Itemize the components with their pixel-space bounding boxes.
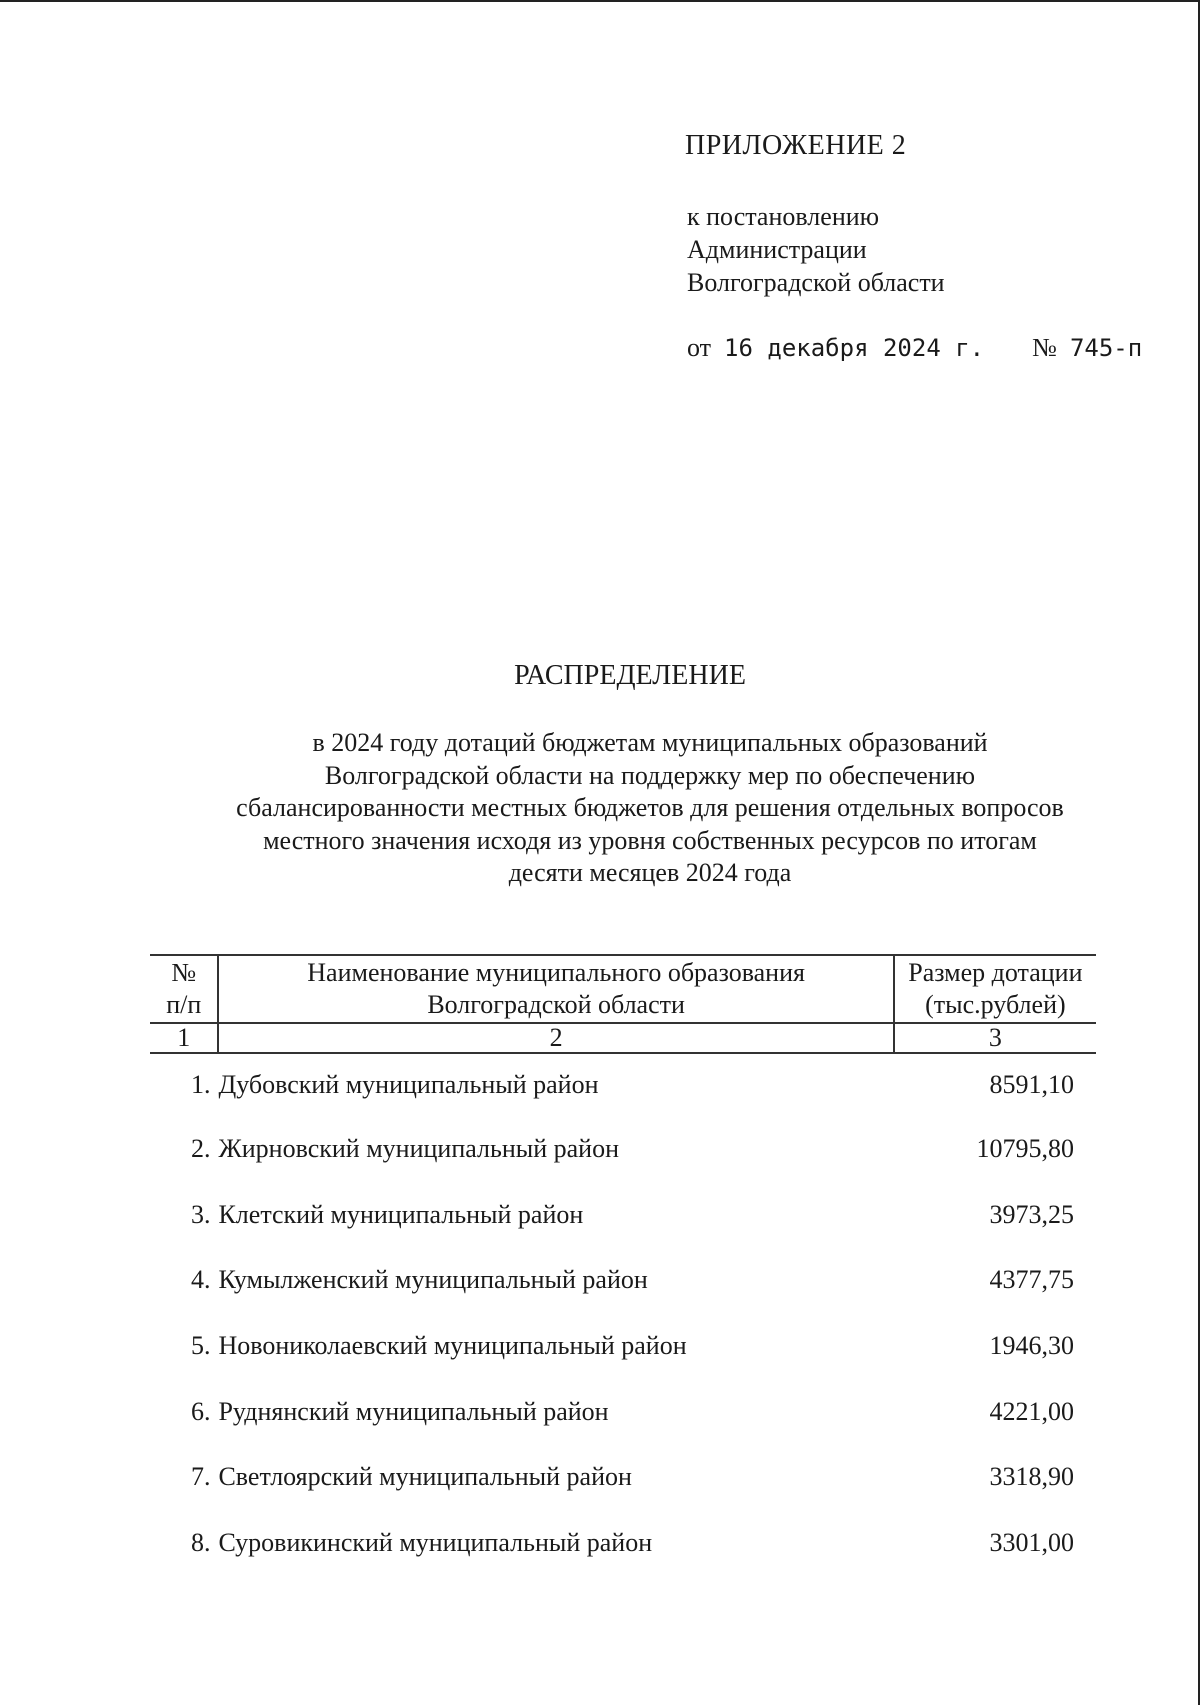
table-row (150, 1053, 1096, 1116)
row-value: 1946,30 (989, 1330, 1074, 1360)
header-number (150, 955, 218, 1023)
row-number: 5. (190, 1330, 211, 1360)
date-prefix: от (687, 333, 712, 362)
number-sign: № (1032, 333, 1057, 362)
row-name: Кумылженский муниципальный район (218, 1265, 648, 1295)
row-number: 2. (190, 1133, 211, 1163)
row-value: 3301,00 (989, 1527, 1074, 1557)
row-value: 3318,90 (989, 1462, 1074, 1492)
row-name: Руднянский муниципальный район (218, 1396, 609, 1426)
appendix-label: ПРИЛОЖЕНИЕ 2 (685, 130, 907, 161)
header-amount-line: (тыс.рублей) (925, 990, 1066, 1019)
header-name-line: Волгоградской области (427, 990, 685, 1019)
decree-reference-line: к постановлению (687, 202, 880, 231)
column-number: 3 (894, 1023, 1096, 1053)
row-number: 8. (190, 1527, 211, 1557)
row-value: 10795,80 (976, 1133, 1074, 1163)
table-header-row (150, 955, 1096, 1023)
column-number: 1 (150, 1023, 218, 1053)
page-top-edge (0, 0, 1200, 2)
row-number: 3. (190, 1199, 211, 1229)
allocation-table (150, 954, 1096, 1576)
document-title: РАСПРЕДЕЛЕНИЕ (514, 660, 746, 691)
row-name: Новониколаевский муниципальный район (218, 1330, 687, 1360)
table-row (150, 1247, 1096, 1313)
row-name: Светлоярский муниципальный район (218, 1462, 632, 1492)
decree-reference-line: Волгоградской области (687, 268, 945, 297)
row-name: Клетский муниципальный район (218, 1199, 584, 1229)
row-number: 4. (190, 1265, 211, 1295)
row-name: Жирновский муниципальный район (218, 1133, 620, 1163)
table-row (150, 1313, 1096, 1379)
document-subtitle (150, 727, 1150, 890)
table-row (150, 1116, 1096, 1182)
decree-reference (687, 200, 945, 299)
row-number: 6. (190, 1396, 211, 1426)
subtitle-line: Волгоградской области на поддержку мер по обеспечению (324, 760, 976, 790)
header-name-line: Наименование муниципального образования (307, 958, 805, 987)
table-row (150, 1379, 1096, 1445)
subtitle-line: в 2024 году дотаций бюджетам муниципальных образований (312, 728, 988, 757)
decree-date-line (687, 333, 1142, 363)
decree-date: 16 декабря 2024 г. (724, 334, 985, 362)
row-name: Суровикинский муниципальный район (218, 1527, 653, 1557)
subtitle-line: местного значения исходя из уровня собственных ресурсов по итогам (263, 825, 1037, 855)
decree-reference-line: Администрации (687, 235, 867, 264)
row-value: 4221,00 (989, 1396, 1074, 1426)
header-name (218, 955, 893, 1023)
header-number-line: № (171, 958, 197, 987)
row-name: Дубовский муниципальный район (218, 1070, 599, 1099)
decree-number: 745-п (1069, 334, 1143, 362)
column-number: 2 (218, 1023, 893, 1053)
subtitle-line: десяти месяцев 2024 года (508, 858, 792, 887)
column-number-row (150, 1023, 1096, 1053)
header-amount-line: Размер дотации (908, 958, 1083, 987)
row-number: 1. (190, 1070, 211, 1099)
row-value: 4377,75 (989, 1265, 1074, 1295)
header-amount (894, 955, 1096, 1023)
header-number-line: п/п (166, 990, 202, 1019)
table-row (150, 1510, 1096, 1576)
row-value: 3973,25 (989, 1199, 1074, 1229)
row-value: 8591,10 (989, 1070, 1074, 1099)
row-number: 7. (190, 1462, 211, 1492)
table-row (150, 1444, 1096, 1510)
subtitle-line: сбалансированности местных бюджетов для решения отдельных вопросов (236, 793, 1064, 822)
table-row (150, 1182, 1096, 1248)
